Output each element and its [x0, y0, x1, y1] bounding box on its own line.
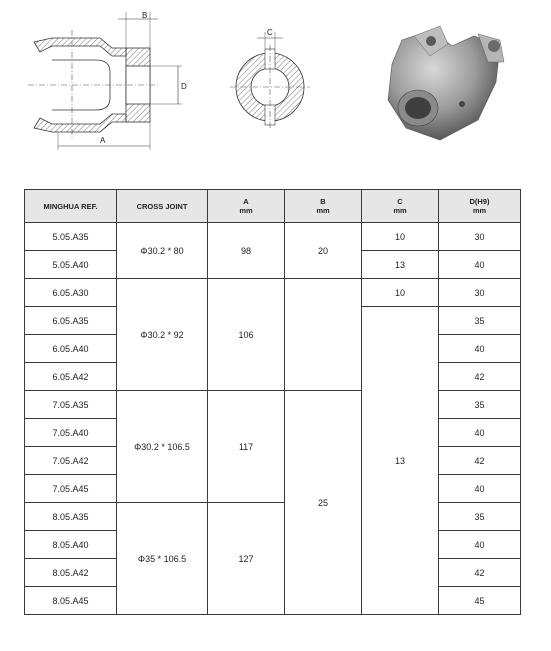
- ref-cell: 7.05.A35: [25, 391, 117, 419]
- ref-cell: 6.05.A40: [25, 335, 117, 363]
- d-cell: 35: [439, 503, 521, 531]
- c-cell: 13: [362, 251, 439, 279]
- d-cell: 40: [439, 475, 521, 503]
- c-cell: 10: [362, 279, 439, 307]
- d-cell: 42: [439, 447, 521, 475]
- d-cell: 30: [439, 223, 521, 251]
- ref-cell: 8.05.A35: [25, 503, 117, 531]
- label-c: C: [267, 28, 273, 37]
- spec-table: [24, 189, 521, 615]
- d-cell: 42: [439, 559, 521, 587]
- cross-joint-cell: Φ30.2 * 106.5: [117, 391, 208, 503]
- ref-cell: 6.05.A42: [25, 363, 117, 391]
- a-cell: 117: [208, 391, 285, 503]
- yoke-front-section-drawing: [230, 28, 310, 130]
- ref-cell: 8.05.A40: [25, 531, 117, 559]
- ref-cell: 8.05.A45: [25, 587, 117, 615]
- table-header-row: [25, 190, 521, 223]
- c-cell: 13: [362, 307, 439, 615]
- table-row: [25, 279, 521, 307]
- d-cell: 40: [439, 251, 521, 279]
- technical-drawings: [0, 0, 551, 170]
- yoke-product-photo: [388, 26, 504, 140]
- d-cell: 42: [439, 363, 521, 391]
- a-cell: 127: [208, 503, 285, 615]
- b-cell: 20: [285, 223, 362, 279]
- ref-cell: 6.05.A35: [25, 307, 117, 335]
- b-cell-empty: [285, 279, 362, 391]
- ref-cell: 7.05.A45: [25, 475, 117, 503]
- d-cell: 45: [439, 587, 521, 615]
- header-a: A mm: [208, 190, 285, 223]
- a-cell: 106: [208, 279, 285, 391]
- d-cell: 40: [439, 419, 521, 447]
- cross-joint-cell: Φ30.2 * 80: [117, 223, 208, 279]
- cross-joint-cell: Φ30.2 * 92: [117, 279, 208, 391]
- header-c: C mm: [362, 190, 439, 223]
- d-cell: 40: [439, 531, 521, 559]
- header-cross-joint: CROSS JOINT: [117, 190, 208, 223]
- a-cell: 98: [208, 223, 285, 279]
- header-d: D(H9) mm: [439, 190, 521, 223]
- table-row: [25, 503, 521, 531]
- table-row: [25, 391, 521, 419]
- ref-cell: 7.05.A42: [25, 447, 117, 475]
- label-d: D: [181, 82, 187, 91]
- d-cell: 35: [439, 391, 521, 419]
- cross-joint-cell: Φ35 * 106.5: [117, 503, 208, 615]
- ref-cell: 8.05.A42: [25, 559, 117, 587]
- b-cell: 25: [285, 391, 362, 615]
- c-cell: 10: [362, 223, 439, 251]
- ref-cell: 6.05.A30: [25, 279, 117, 307]
- table-row: [25, 223, 521, 251]
- header-b: B mm: [285, 190, 362, 223]
- d-cell: 30: [439, 279, 521, 307]
- label-a: A: [100, 136, 106, 145]
- ref-cell: 5.05.A35: [25, 223, 117, 251]
- label-b: B: [142, 11, 148, 20]
- header-ref: MINGHUA REF.: [25, 190, 117, 223]
- yoke-side-section-drawing: [28, 11, 187, 150]
- ref-cell: 7.05.A40: [25, 419, 117, 447]
- ref-cell: 5.05.A40: [25, 251, 117, 279]
- d-cell: 35: [439, 307, 521, 335]
- d-cell: 40: [439, 335, 521, 363]
